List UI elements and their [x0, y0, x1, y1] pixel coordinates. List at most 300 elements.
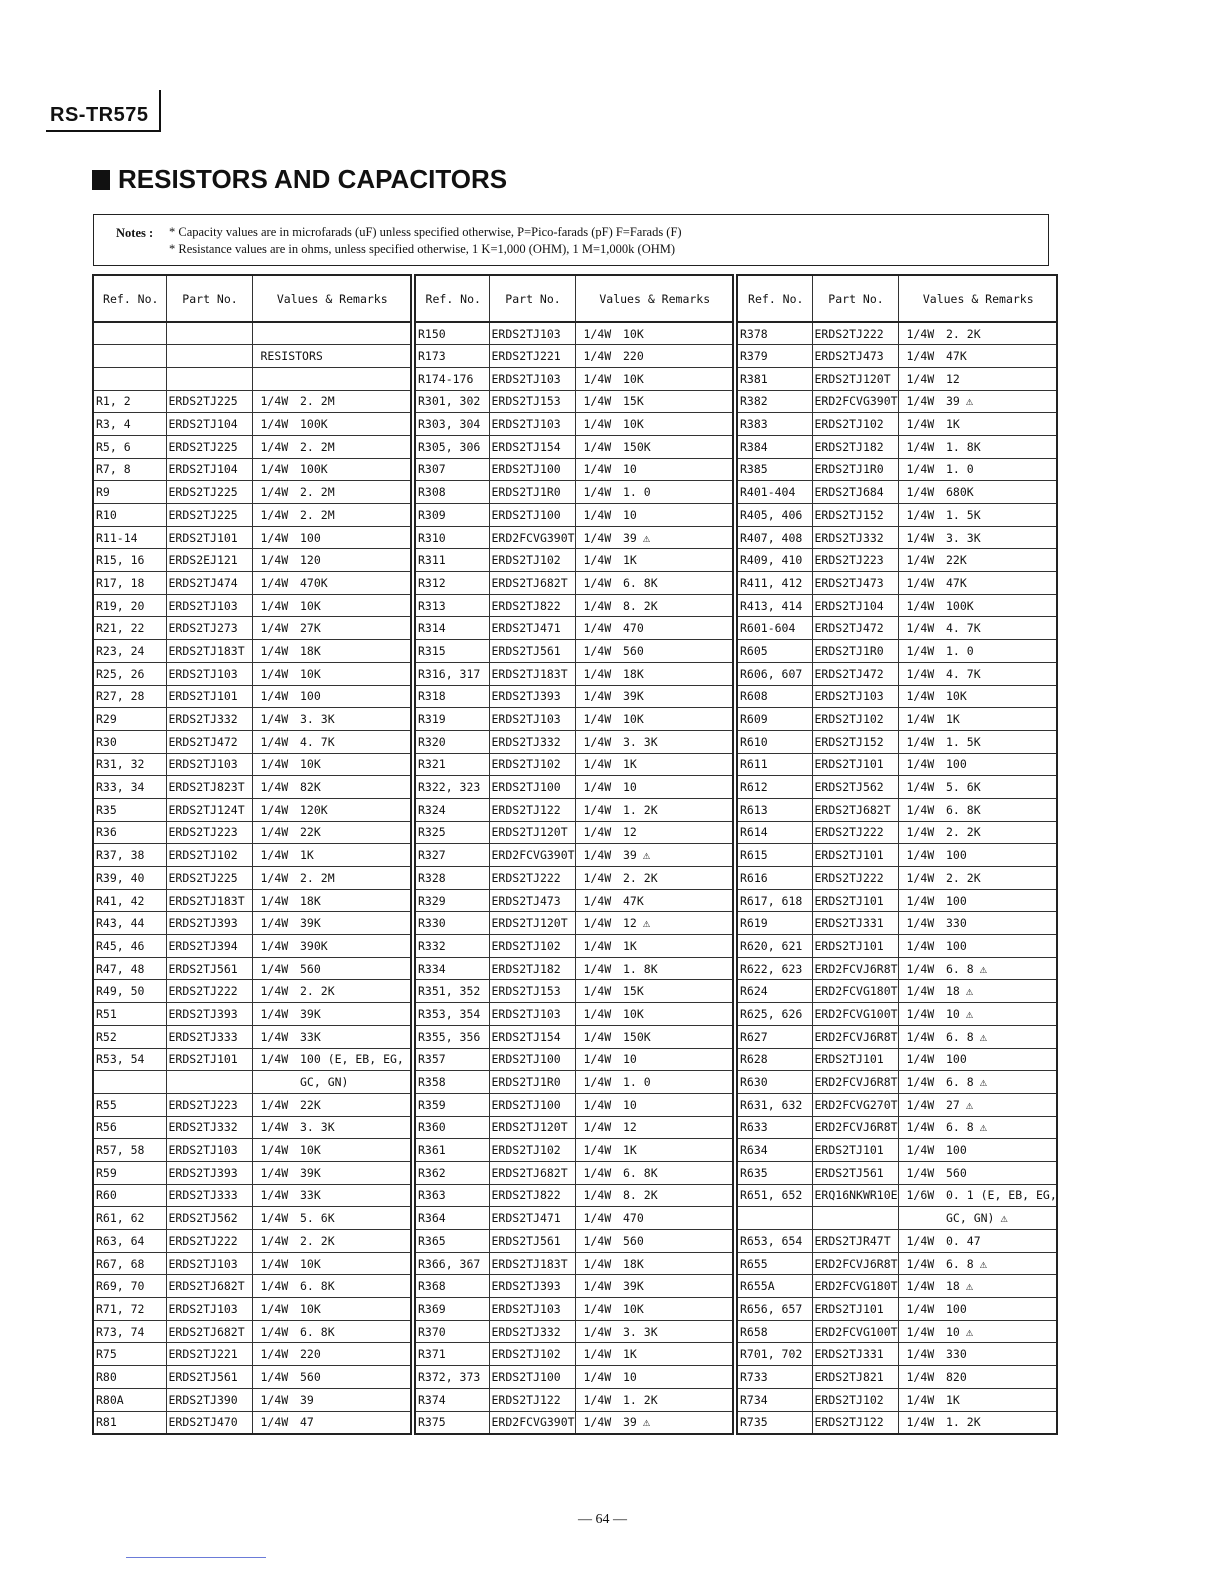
part-cell-text: ERD2FCVG390T — [814, 394, 898, 409]
wattage-cell-text: 1/4W — [906, 530, 935, 545]
value-cell-text: 39K — [300, 1165, 321, 1180]
table-row — [415, 1184, 733, 1207]
table-row — [737, 345, 1057, 368]
wattage-cell-text: 1/4W — [906, 462, 935, 477]
ref-cell-text: R401-404 — [740, 485, 796, 500]
value-cell-text: 39 — [623, 530, 637, 545]
wattage-cell-text: 1/4W — [583, 417, 612, 432]
value-cell-text: 10K — [300, 598, 321, 613]
wattage-cell-text: 1/4W — [583, 439, 612, 454]
ref-cell-text: R17, 18 — [96, 575, 145, 590]
part-cell-text: ERDS2TJ103 — [168, 1301, 238, 1316]
ref-cell-text: R81 — [96, 1415, 117, 1430]
wattage-cell-text: 1/4W — [906, 417, 935, 432]
ref-cell — [93, 1093, 166, 1116]
value-cell — [619, 1071, 733, 1094]
table-row — [93, 1184, 411, 1207]
part-cell — [812, 1139, 898, 1162]
wattage-cell-text: 1/4W — [906, 916, 935, 931]
part-cell — [489, 1207, 575, 1230]
ref-cell — [93, 1161, 166, 1184]
ref-cell-text: R321 — [418, 757, 446, 772]
wattage-cell — [898, 798, 942, 821]
value-cell — [296, 1298, 411, 1321]
value-cell — [619, 685, 733, 708]
ref-cell — [737, 504, 812, 527]
part-cell-text: ERDS2TJ100 — [491, 1052, 561, 1067]
wattage-cell-text: 1/4W — [583, 734, 612, 749]
value-cell-text: 2. 2M — [300, 485, 335, 500]
ref-cell-text: R311 — [418, 553, 446, 568]
value-cell-text: 22K — [946, 553, 967, 568]
value-cell — [619, 504, 733, 527]
wattage-cell-text: 1/4W — [260, 1279, 289, 1294]
part-cell-text: ERDS2TJ101 — [814, 1143, 884, 1158]
table-row — [93, 1275, 411, 1298]
part-cell — [489, 776, 575, 799]
wattage-cell-text: 1/4W — [906, 439, 935, 454]
wattage-cell-text: 1/4W — [260, 1097, 289, 1112]
part-cell — [166, 572, 252, 595]
ref-cell-text: R69, 70 — [96, 1279, 145, 1294]
value-cell-text: 10 — [623, 462, 637, 477]
value-cell-text: 4. 7K — [946, 621, 981, 636]
table-row — [415, 617, 733, 640]
value-cell-text: 47K — [946, 349, 967, 364]
wattage-cell — [898, 1252, 942, 1275]
value-cell-text: 6. 8 — [946, 1256, 974, 1271]
value-cell — [942, 1320, 1057, 1343]
part-cell-text: ERDS2TJ120T — [491, 916, 568, 931]
wattage-cell-text: 1/4W — [583, 553, 612, 568]
table-row — [737, 867, 1057, 890]
table-row — [737, 1048, 1057, 1071]
part-cell-text: ERDS2TJ182 — [491, 961, 561, 976]
ref-cell — [93, 912, 166, 935]
ref-cell — [93, 935, 166, 958]
table-row — [737, 685, 1057, 708]
part-cell — [166, 435, 252, 458]
part-cell-text: ERDS2TJ102 — [814, 712, 884, 727]
wattage-cell — [252, 1343, 296, 1366]
wattage-cell-text: 1/4W — [260, 462, 289, 477]
wattage-cell-text: 1/4W — [583, 757, 612, 772]
wattage-cell-text: 1/4W — [906, 1120, 935, 1135]
ref-cell — [93, 889, 166, 912]
value-cell — [942, 821, 1057, 844]
wattage-cell-text: 1/4W — [260, 1415, 289, 1430]
table-row — [415, 390, 733, 413]
wattage-cell-text: 1/4W — [583, 1006, 612, 1021]
part-cell-text: ERDS2TJ222 — [814, 326, 884, 341]
value-cell — [619, 413, 733, 436]
value-cell-text: 39 — [300, 1392, 314, 1407]
ref-cell-text: R385 — [740, 462, 768, 477]
ref-cell-text: R25, 26 — [96, 666, 145, 681]
value-cell — [942, 1252, 1057, 1275]
table-row — [415, 1048, 733, 1071]
value-cell — [296, 1343, 411, 1366]
table-row — [93, 1320, 411, 1343]
wattage-cell-text: 1/4W — [583, 916, 612, 931]
value-cell — [296, 1388, 411, 1411]
value-cell-text: 330 — [946, 916, 967, 931]
part-cell — [489, 798, 575, 821]
wattage-cell-text: 1/4W — [583, 893, 612, 908]
part-cell-text: ERDS2TJ102 — [814, 1392, 884, 1407]
notes-line-2: * Resistance values are in ohms, unless specified otherwise, 1 K=1,000 (OHM), 1 M=1,000k (OHM) — [169, 242, 676, 256]
part-cell — [812, 798, 898, 821]
part-cell-text: ERDS2TJ471 — [491, 1211, 561, 1226]
part-cell-text: ERDS2TJ104 — [168, 417, 238, 432]
part-cell-text: ERDS2TJ223 — [168, 1097, 238, 1112]
ref-cell — [415, 458, 489, 481]
wattage-cell — [898, 685, 942, 708]
value-cell — [942, 1411, 1057, 1434]
part-cell-text: ERDS2TJ332 — [491, 734, 561, 749]
table-row — [415, 1343, 733, 1366]
part-cell — [812, 549, 898, 572]
part-cell — [812, 435, 898, 458]
wattage-cell — [575, 776, 619, 799]
wattage-cell-text: 1/4W — [906, 394, 935, 409]
value-cell — [619, 867, 733, 890]
part-cell-text: ERDS2TJ225 — [168, 439, 238, 454]
ref-cell-text: R655 — [740, 1256, 768, 1271]
part-cell — [812, 345, 898, 368]
table-row — [737, 1411, 1057, 1434]
ref-cell-text: R51 — [96, 1006, 117, 1021]
part-cell-text: ERDS2TJ473 — [491, 893, 561, 908]
part-cell — [166, 1071, 252, 1094]
ref-cell-text: R324 — [418, 802, 446, 817]
value-cell — [296, 1116, 411, 1139]
table-row — [93, 912, 411, 935]
wattage-cell-text: 1/4W — [583, 1075, 612, 1090]
ref-cell — [415, 640, 489, 663]
table-row — [737, 322, 1057, 345]
table-row — [415, 821, 733, 844]
value-cell — [296, 1071, 411, 1094]
value-cell-text: 220 — [623, 349, 644, 364]
part-cell — [812, 867, 898, 890]
wattage-cell-text: 1/4W — [583, 1211, 612, 1226]
value-cell-text: 0. 1 (E, EB, EG, — [946, 1188, 1057, 1203]
ref-cell — [93, 776, 166, 799]
wattage-cell — [898, 1275, 942, 1298]
value-cell — [619, 980, 733, 1003]
value-cell — [619, 889, 733, 912]
wattage-cell-text: 1/4W — [583, 780, 612, 795]
table-row — [415, 1252, 733, 1275]
wattage-cell-text: 1/4W — [260, 802, 289, 817]
value-cell — [619, 1298, 733, 1321]
wattage-cell-text: 1/4W — [583, 802, 612, 817]
ref-cell-text: R53, 54 — [96, 1052, 145, 1067]
table-row — [93, 730, 411, 753]
value-cell-text: 560 — [623, 643, 644, 658]
part-cell — [489, 1343, 575, 1366]
part-cell-text: ERDS2TJ333 — [168, 1188, 238, 1203]
part-cell — [489, 1093, 575, 1116]
page-number: — 64 — — [578, 1512, 627, 1527]
wattage-cell-text: 1/4W — [583, 1347, 612, 1362]
value-cell — [942, 1116, 1057, 1139]
wattage-cell — [252, 594, 296, 617]
part-cell-text: ERDS2TJ223 — [814, 553, 884, 568]
wattage-cell — [252, 821, 296, 844]
wattage-cell — [252, 1184, 296, 1207]
value-cell — [942, 889, 1057, 912]
ref-cell-text: R39, 40 — [96, 870, 145, 885]
value-cell — [619, 753, 733, 776]
wattage-cell-text: 1/6W — [906, 1188, 935, 1203]
ref-cell — [93, 504, 166, 527]
part-cell-text: ERDS2TJ221 — [168, 1347, 238, 1362]
table-row — [415, 776, 733, 799]
value-cell-text: 150K — [623, 439, 651, 454]
value-cell-text: 12 — [623, 825, 637, 840]
value-cell — [619, 1343, 733, 1366]
value-cell — [942, 776, 1057, 799]
wattage-cell — [575, 1048, 619, 1071]
ref-cell-text: R610 — [740, 734, 768, 749]
wattage-cell — [575, 753, 619, 776]
ref-cell — [737, 889, 812, 912]
ref-cell — [737, 458, 812, 481]
ref-cell-text: R366, 367 — [418, 1256, 481, 1271]
value-cell-text: 820 — [946, 1369, 967, 1384]
wattage-cell — [252, 1071, 296, 1094]
ref-cell — [737, 1161, 812, 1184]
part-cell — [489, 617, 575, 640]
ref-cell — [415, 1184, 489, 1207]
part-cell-text: ERDS2TJ103 — [168, 1143, 238, 1158]
value-cell — [619, 594, 733, 617]
ref-cell-text: R80A — [96, 1392, 124, 1407]
ref-cell — [415, 572, 489, 595]
ref-cell-text: R330 — [418, 916, 446, 931]
wattage-cell — [575, 1161, 619, 1184]
value-cell-text: 1. 8K — [623, 961, 658, 976]
wattage-cell — [252, 504, 296, 527]
part-cell-text: ERDS2TJ1R0 — [814, 462, 884, 477]
ref-cell-text: R622, 623 — [740, 961, 803, 976]
value-cell — [619, 1207, 733, 1230]
ref-cell-text: R634 — [740, 1143, 768, 1158]
part-cell-text: ERDS2TJ102 — [168, 848, 238, 863]
ref-cell-text: R301, 302 — [418, 394, 481, 409]
wattage-cell — [898, 1298, 942, 1321]
part-cell-text: ERDS2TJ393 — [168, 1165, 238, 1180]
part-cell — [166, 1366, 252, 1389]
value-cell-text: 10 — [946, 1324, 960, 1339]
ref-cell-text: R305, 306 — [418, 439, 481, 454]
value-cell — [942, 685, 1057, 708]
ref-cell-text: R362 — [418, 1165, 446, 1180]
wattage-cell-text: 1/4W — [260, 870, 289, 885]
notes-label: Notes : — [116, 226, 154, 240]
part-cell — [166, 935, 252, 958]
ref-cell — [415, 821, 489, 844]
part-cell — [812, 821, 898, 844]
value-cell — [296, 912, 411, 935]
wattage-cell-text: 1/4W — [583, 326, 612, 341]
ref-cell-text: R411, 412 — [740, 575, 803, 590]
ref-cell-text: R353, 354 — [418, 1006, 481, 1021]
wattage-cell — [252, 390, 296, 413]
value-cell-text: 100K — [300, 417, 328, 432]
ref-cell-text: R359 — [418, 1097, 446, 1112]
table-row — [415, 957, 733, 980]
part-cell-text: ERDS2TJ333 — [168, 1029, 238, 1044]
part-cell — [489, 889, 575, 912]
ref-cell-text: R614 — [740, 825, 768, 840]
ref-cell — [415, 1388, 489, 1411]
ref-cell-text: R351, 352 — [418, 984, 481, 999]
wattage-cell-text: 1/4W — [260, 848, 289, 863]
table-row — [415, 481, 733, 504]
value-cell-text: 1. 2K — [946, 1415, 981, 1430]
value-cell — [296, 1366, 411, 1389]
value-cell-text: 1. 0 — [623, 485, 651, 500]
wattage-cell-text: 1/4W — [583, 1052, 612, 1067]
wattage-cell-text: 1/4W — [583, 643, 612, 658]
ref-cell — [737, 821, 812, 844]
ref-cell-text: R653, 654 — [740, 1233, 803, 1248]
part-cell-text: ERDS2TJ561 — [814, 1165, 884, 1180]
wattage-cell-text: 1/4W — [906, 712, 935, 727]
part-cell — [489, 935, 575, 958]
ref-cell — [415, 662, 489, 685]
table-row — [415, 980, 733, 1003]
wattage-cell — [575, 708, 619, 731]
part-cell — [166, 1388, 252, 1411]
part-cell — [166, 798, 252, 821]
wattage-cell-text: 1/4W — [583, 1188, 612, 1203]
ref-cell — [93, 1320, 166, 1343]
ref-cell — [93, 821, 166, 844]
table-row — [93, 640, 411, 663]
part-cell — [489, 1298, 575, 1321]
ref-cell-text: R413, 414 — [740, 598, 803, 613]
value-cell-text: 22K — [300, 1097, 321, 1112]
ref-cell-text: R49, 50 — [96, 984, 145, 999]
table-row — [737, 662, 1057, 685]
part-cell-text: ERDS2TJ102 — [491, 1143, 561, 1158]
value-cell — [296, 1252, 411, 1275]
value-cell — [942, 640, 1057, 663]
wattage-cell — [898, 435, 942, 458]
safety-warning-icon: ⚠ — [642, 530, 651, 545]
ref-cell-text: R45, 46 — [96, 938, 145, 953]
table-row — [93, 458, 411, 481]
value-cell-text: 100 — [946, 1301, 967, 1316]
wattage-cell — [575, 435, 619, 458]
ref-cell-text: R655A — [740, 1279, 775, 1294]
ref-cell-text: R308 — [418, 485, 446, 500]
ref-cell — [737, 1048, 812, 1071]
value-cell — [296, 980, 411, 1003]
part-cell — [489, 435, 575, 458]
table-row — [415, 594, 733, 617]
value-cell — [619, 844, 733, 867]
value-cell — [296, 594, 411, 617]
part-cell-text: ERDS2TJ124T — [168, 802, 245, 817]
part-cell-text: ERDS2TJ393 — [168, 1006, 238, 1021]
wattage-cell-text: 1/4W — [906, 1392, 935, 1407]
ref-cell-text: R368 — [418, 1279, 446, 1294]
value-cell — [942, 753, 1057, 776]
wattage-cell — [898, 821, 942, 844]
value-cell-text: 10K — [623, 326, 644, 341]
wattage-cell-text: 1/4W — [583, 1165, 612, 1180]
ref-cell — [737, 1071, 812, 1094]
value-cell-text: 10K — [300, 666, 321, 681]
part-cell-text: ERDS2TJ474 — [168, 575, 238, 590]
value-cell-text: 47 — [300, 1415, 314, 1430]
value-cell-text: 10K — [623, 712, 644, 727]
wattage-cell — [898, 1320, 942, 1343]
value-cell-text: 470 — [623, 1211, 644, 1226]
wattage-cell-text: 1/4W — [583, 712, 612, 727]
table-row — [737, 458, 1057, 481]
part-cell-text: ERDS2TJ225 — [168, 507, 238, 522]
part-cell — [812, 1207, 898, 1230]
ref-cell-text: R63, 64 — [96, 1233, 145, 1248]
ref-cell — [93, 1252, 166, 1275]
value-cell — [942, 935, 1057, 958]
part-cell-text: ERDS2TJ101 — [168, 1052, 238, 1067]
table-row — [93, 1298, 411, 1321]
wattage-cell-text: 1/4W — [906, 1075, 935, 1090]
table-row — [93, 753, 411, 776]
value-cell — [942, 1071, 1057, 1094]
value-cell-text: 100 — [300, 530, 321, 545]
table-row — [93, 1003, 411, 1026]
wattage-cell — [898, 617, 942, 640]
part-cell — [812, 1366, 898, 1389]
value-cell — [942, 1093, 1057, 1116]
value-cell — [619, 776, 733, 799]
table-row — [93, 1366, 411, 1389]
ref-cell-text: R37, 38 — [96, 848, 145, 863]
safety-warning-icon: ⚠ — [979, 961, 987, 976]
ref-cell-text: R361 — [418, 1143, 446, 1158]
ref-cell — [93, 753, 166, 776]
table-row — [415, 685, 733, 708]
part-cell — [812, 935, 898, 958]
table-row — [93, 957, 411, 980]
ref-cell-text: R734 — [740, 1392, 768, 1407]
part-cell-text: ERDS2TJ331 — [814, 1347, 884, 1362]
ref-cell-text: R15, 16 — [96, 553, 145, 568]
table-row — [737, 1207, 1057, 1230]
value-cell — [296, 458, 411, 481]
table-row — [93, 685, 411, 708]
part-cell — [166, 821, 252, 844]
wattage-cell-text: 1/4W — [906, 598, 935, 613]
ref-cell-text: R309 — [418, 507, 446, 522]
value-cell-text: 560 — [300, 961, 321, 976]
value-cell-text: 33K — [300, 1029, 321, 1044]
ref-cell-text: R52 — [96, 1029, 117, 1044]
value-cell — [296, 1320, 411, 1343]
ref-cell — [737, 1411, 812, 1434]
part-cell-text: ERDS2TJ393 — [491, 1279, 561, 1294]
ref-cell — [415, 1139, 489, 1162]
wattage-cell — [252, 889, 296, 912]
